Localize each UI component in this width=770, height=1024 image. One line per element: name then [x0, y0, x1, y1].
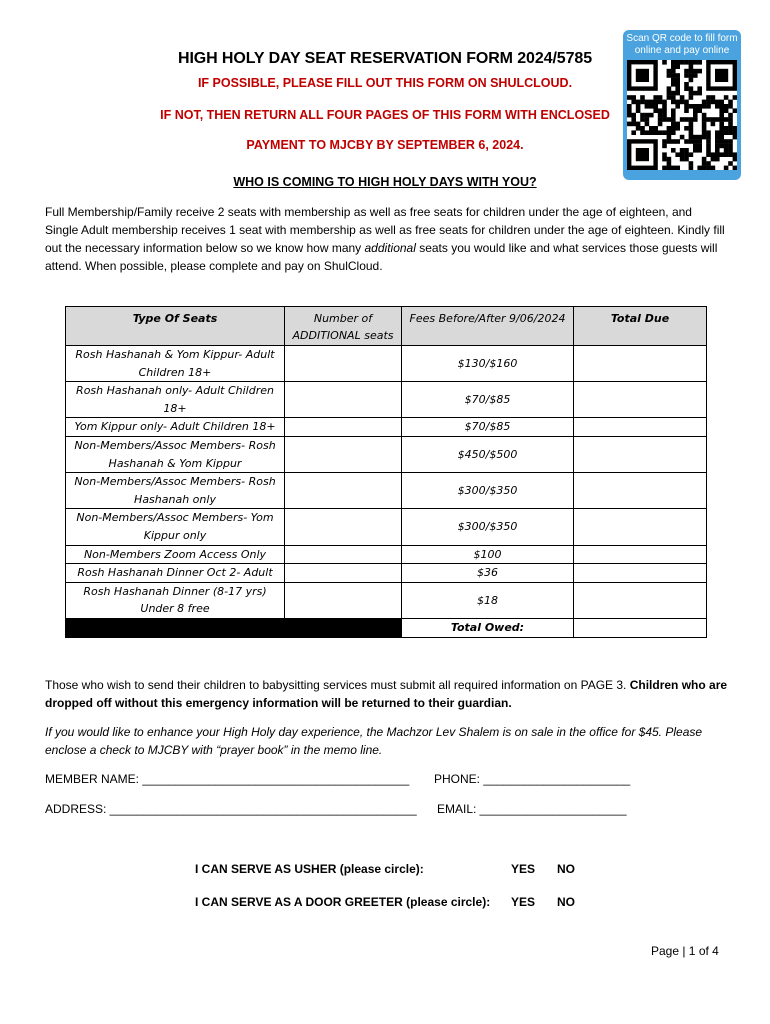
seats-input[interactable]	[285, 473, 402, 509]
total-input[interactable]	[574, 545, 707, 564]
notice-line-1: IF POSSIBLE, PLEASE FILL OUT THIS FORM ON SHULCLOUD.	[197, 76, 573, 90]
form-title: HIGH HOLY DAY SEAT RESERVATION FORM 2024/5785	[177, 50, 592, 67]
table-row	[66, 382, 707, 418]
seat-fee: $130/$160	[402, 346, 574, 382]
seats-input[interactable]	[285, 346, 402, 382]
seat-fee: $450/$500	[402, 436, 574, 472]
greeter-no[interactable]: NO	[557, 895, 575, 909]
usher-no[interactable]: NO	[557, 862, 575, 876]
babysitting-note: Those who wish to send their children to babysitting services must submit all required information on PAGE 3. Children who are dropped off without this emergency information will be returned to their guardian.	[45, 678, 728, 710]
header-fees: Fees Before/After 9/06/2024	[402, 307, 574, 346]
header-number: Number of ADDITIONAL seats	[285, 307, 402, 346]
total-input[interactable]	[574, 509, 707, 545]
email-field[interactable]: EMAIL: ______________________	[437, 802, 627, 816]
seats-input[interactable]	[285, 509, 402, 545]
seats-input[interactable]	[285, 418, 402, 437]
total-input[interactable]	[574, 473, 707, 509]
table-row	[66, 564, 707, 583]
seats-input[interactable]	[285, 564, 402, 583]
greeter-label: I CAN SERVE AS A DOOR GREETER (please circle):	[195, 895, 491, 909]
total-input[interactable]	[574, 564, 707, 583]
machzor-note: If you would like to enhance your High Holy day experience, the Machzor Lev Shalem is on sale in the office for $45. Please enclose a check to MJCBY with “prayer book” in the memo line.	[45, 725, 703, 757]
seat-fee: $300/$350	[402, 473, 574, 509]
seat-type: Non-Members/Assoc Members- Rosh Hashanah only	[66, 473, 285, 509]
address-field[interactable]: ADDRESS: ______________________________________________	[45, 802, 417, 816]
seats-input[interactable]	[285, 382, 402, 418]
table-row	[66, 418, 707, 437]
seat-type: Non-Members/Assoc Members- Rosh Hashanah & Yom Kippur	[66, 436, 285, 472]
seat-type: Rosh Hashanah Dinner Oct 2- Adult	[66, 564, 285, 583]
seat-fee: $100	[402, 545, 574, 564]
seat-type: Non-Members Zoom Access Only	[66, 545, 285, 564]
usher-yes[interactable]: YES	[511, 862, 536, 876]
total-row	[66, 618, 707, 637]
seats-input[interactable]	[285, 582, 402, 618]
seats-input[interactable]	[285, 436, 402, 472]
table-row	[66, 545, 707, 564]
seat-fee: $18	[402, 582, 574, 618]
seat-fee: $300/$350	[402, 509, 574, 545]
seat-fee: $70/$85	[402, 382, 574, 418]
seat-type: Yom Kippur only- Adult Children 18+	[66, 418, 285, 437]
table-row	[66, 509, 707, 545]
page-footer: Page | 1 of 4	[651, 944, 719, 958]
total-owed-label: Total Owed:	[402, 618, 574, 637]
notice-line-3: PAYMENT TO MJCBY BY SEPTEMBER 6, 2024.	[246, 138, 524, 152]
table-row	[66, 473, 707, 509]
table-header-row	[66, 307, 707, 346]
usher-label: I CAN SERVE AS USHER (please circle):	[195, 862, 424, 876]
total-input[interactable]	[574, 346, 707, 382]
total-owed-input[interactable]	[574, 618, 707, 637]
notice-line-2: IF NOT, THEN RETURN ALL FOUR PAGES OF THIS FORM WITH ENCLOSED	[160, 108, 610, 122]
who-heading: WHO IS COMING TO HIGH HOLY DAYS WITH YOU?	[233, 175, 537, 189]
qr-code-icon[interactable]	[627, 60, 737, 170]
greeter-yes[interactable]: YES	[511, 895, 536, 909]
qr-caption: Scan QR code to fill form online and pay online	[626, 33, 738, 56]
member-name-field[interactable]: MEMBER NAME: ________________________________________	[45, 772, 410, 786]
table-row	[66, 436, 707, 472]
seat-type: Rosh Hashanah only- Adult Children 18+	[66, 382, 285, 418]
header-type: Type Of Seats	[66, 307, 285, 346]
seat-type: Non-Members/Assoc Members- Yom Kippur only	[66, 509, 285, 545]
total-input[interactable]	[574, 436, 707, 472]
header-total: Total Due	[574, 307, 707, 346]
seat-fee: $36	[402, 564, 574, 583]
phone-field[interactable]: PHONE: ______________________	[434, 772, 631, 786]
blank-cell	[66, 618, 285, 637]
total-input[interactable]	[574, 582, 707, 618]
table-row	[66, 346, 707, 382]
intro-paragraph: Full Membership/Family receive 2 seats with membership as well as free seats for children under the age of eighteen, and Single Adult membership receives 1 seat with membership as well as free seats for children under the age of eighteen. Kindly fill out the necessary information below so we know how many additional seats you would like and what services those guests will attend. When possible, please complete and pay on ShulCloud.	[45, 205, 725, 273]
seat-type: Rosh Hashanah Dinner (8-17 yrs) Under 8 free	[66, 582, 285, 618]
seat-type: Rosh Hashanah & Yom Kippur- Adult Children 18+	[66, 346, 285, 382]
total-input[interactable]	[574, 382, 707, 418]
seat-table	[65, 306, 707, 638]
table-row	[66, 582, 707, 618]
total-input[interactable]	[574, 418, 707, 437]
seat-fee: $70/$85	[402, 418, 574, 437]
blank-cell	[285, 618, 402, 637]
seats-input[interactable]	[285, 545, 402, 564]
